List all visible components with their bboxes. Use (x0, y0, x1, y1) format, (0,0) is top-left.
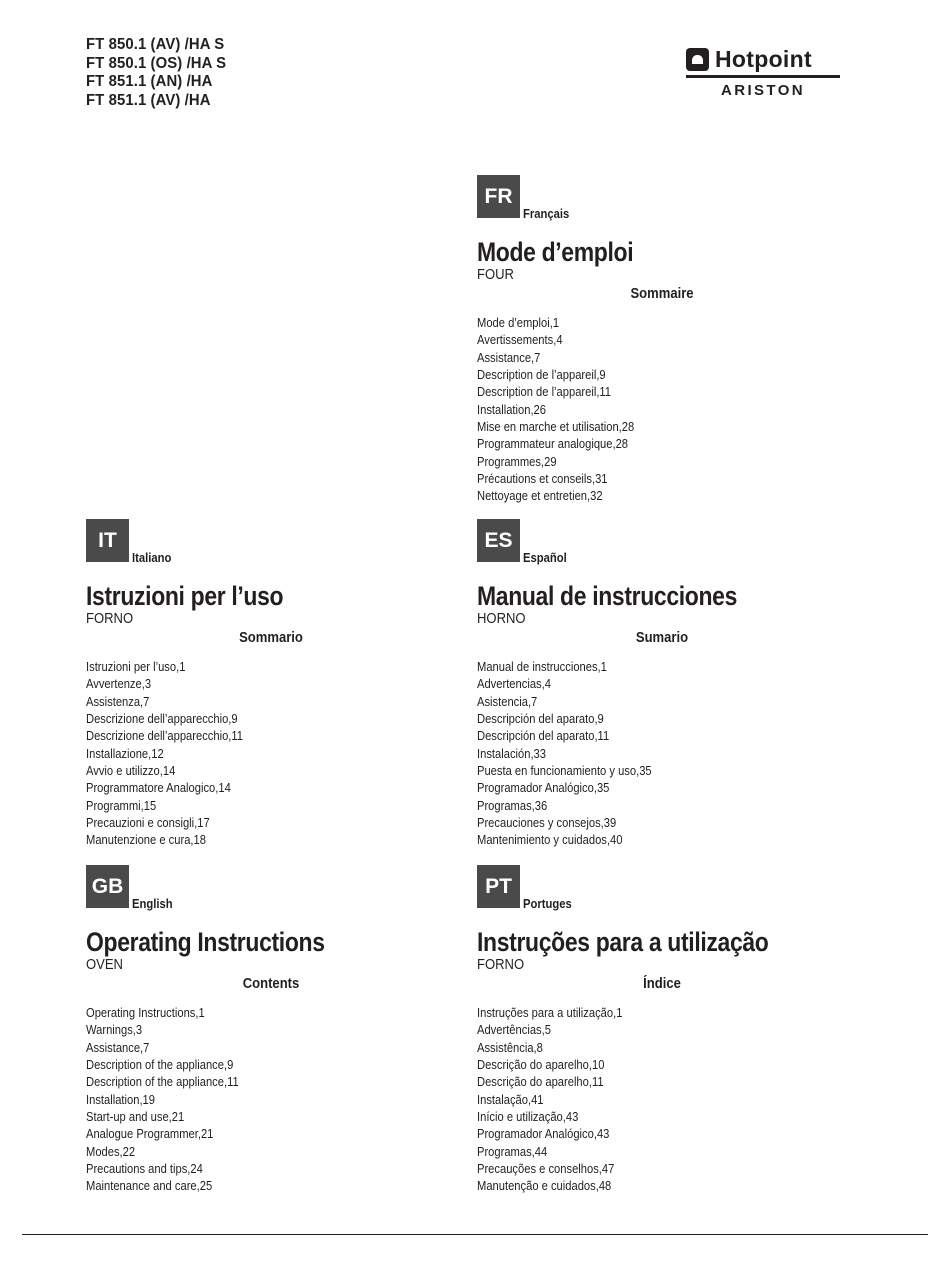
toc-item: Installation,19 (86, 1091, 156, 1107)
section-title: Instruções para a utilização (477, 927, 769, 957)
language-name: Italiano (132, 551, 172, 565)
toc-item: Mode d’emploi,1 (477, 315, 560, 330)
table-of-contents (86, 1004, 456, 1195)
toc-item: Manutenzione e cura,18 (86, 832, 206, 848)
section-pt (477, 864, 847, 1195)
language-badge: FR (477, 175, 520, 218)
section-fr (477, 174, 847, 505)
contents-heading: Índice (643, 976, 681, 992)
section-subtitle: FORNO (86, 611, 134, 627)
logo-sub: ARISTON (720, 82, 806, 99)
toc-item: Installazione,12 (86, 745, 164, 761)
table-of-contents (477, 314, 847, 505)
toc-item: Avvertenze,3 (86, 676, 152, 692)
toc-item: Precauções e conselhos,47 (477, 1161, 615, 1177)
toc-item: Nettoyage et entretien,32 (477, 488, 603, 504)
language-badge: GB (86, 865, 129, 908)
toc-item: Maintenance and care,25 (86, 1178, 213, 1194)
logo-name: Hotpoint (715, 46, 812, 72)
language-name: English (132, 897, 173, 911)
toc-item: Installation,26 (477, 401, 547, 417)
toc-item: Descrizione dell’apparecchio,11 (86, 728, 244, 744)
brand-logo (686, 46, 840, 100)
language-name: Portuges (523, 897, 572, 911)
toc-item: Descripción del aparato,11 (477, 728, 610, 744)
toc-item: Programador Analógico,43 (477, 1126, 610, 1142)
toc-item: Descrição do aparelho,10 (477, 1057, 605, 1073)
toc-item: Advertencias,4 (477, 676, 551, 692)
toc-item: Programas,44 (477, 1143, 548, 1159)
toc-item: Description de l’appareil,11 (477, 384, 612, 400)
toc-item: Puesta en funcionamiento y uso,35 (477, 763, 652, 779)
section-subtitle: FORNO (477, 957, 525, 973)
language-badge: PT (477, 865, 520, 908)
toc-item: Description of the appliance,9 (86, 1057, 234, 1073)
language-name: Français (523, 207, 570, 221)
toc-item: Advertências,5 (477, 1022, 551, 1038)
section-es (477, 518, 847, 849)
toc-item: Instalação,41 (477, 1091, 544, 1107)
model-number: FT 850.1 (AV) /HA S (86, 36, 225, 53)
language-name: Español (523, 551, 567, 565)
section-title: Manual de instrucciones (477, 581, 737, 611)
model-number: FT 851.1 (AN) /HA (86, 73, 213, 90)
toc-item: Programmateur analogique,28 (477, 436, 629, 452)
toc-item: Modes,22 (86, 1143, 136, 1159)
toc-item: Assistance,7 (86, 1039, 150, 1055)
model-list (86, 36, 232, 110)
logo-divider (686, 75, 840, 78)
toc-item: Instalación,33 (477, 745, 547, 761)
language-badge: IT (86, 519, 129, 562)
section-subtitle: OVEN (86, 957, 123, 973)
contents-heading: Contents (242, 976, 300, 992)
language-badge: ES (477, 519, 520, 562)
section-title: Mode d’emploi (477, 237, 634, 267)
section-subtitle: FOUR (477, 267, 514, 283)
toc-item: Mise en marche et utilisation,28 (477, 419, 635, 435)
toc-item: Assistenza,7 (86, 693, 150, 709)
toc-item: Programas,36 (477, 797, 548, 813)
toc-item: Programmatore Analogico,14 (86, 780, 231, 796)
toc-item: Start-up and use,21 (86, 1109, 185, 1125)
section-it (86, 518, 456, 849)
toc-item: Programmes,29 (477, 453, 557, 469)
toc-item: Analogue Programmer,21 (86, 1126, 214, 1142)
section-subtitle: HORNO (477, 611, 526, 627)
toc-item: Précautions et conseils,31 (477, 471, 608, 487)
contents-heading: Sommario (239, 630, 303, 646)
toc-item: Description de l’appareil,9 (477, 367, 606, 383)
toc-item: Precautions and tips,24 (86, 1161, 203, 1177)
toc-item: Precauciones y consejos,39 (477, 815, 617, 831)
toc-item: Precauzioni e consigli,17 (86, 815, 210, 831)
contents-heading: Sumario (635, 630, 689, 646)
toc-item: Assistance,7 (477, 349, 541, 365)
toc-item: Instruções para a utilização,1 (477, 1005, 623, 1020)
toc-item: Operating Instructions,1 (86, 1005, 205, 1020)
toc-item: Início e utilização,43 (477, 1109, 579, 1125)
toc-item: Programmi,15 (86, 797, 157, 813)
contents-heading: Sommaire (630, 286, 694, 302)
toc-item: Assistência,8 (477, 1039, 543, 1055)
toc-item: Programador Analógico,35 (477, 780, 610, 796)
toc-item: Description of the appliance,11 (86, 1074, 239, 1090)
table-of-contents (477, 1004, 847, 1195)
bottom-divider (22, 1234, 928, 1235)
hotpoint-logo-icon (686, 48, 709, 71)
toc-item: Descripción del aparato,9 (477, 711, 604, 727)
toc-item: Manual de instrucciones,1 (477, 659, 607, 674)
toc-item: Asistencia,7 (477, 693, 538, 709)
toc-item: Mantenimiento y cuidados,40 (477, 832, 623, 848)
model-number: FT 851.1 (AV) /HA (86, 91, 211, 109)
section-gb (86, 864, 456, 1195)
section-title: Istruzioni per l’uso (86, 581, 284, 611)
toc-item: Descrizione dell’apparecchio,9 (86, 711, 238, 727)
toc-item: Descrição do aparelho,11 (477, 1074, 604, 1090)
model-number: FT 850.1 (OS) /HA S (86, 54, 227, 72)
section-title: Operating Instructions (86, 927, 325, 957)
toc-item: Manutenção e cuidados,48 (477, 1178, 612, 1194)
table-of-contents (86, 658, 456, 849)
table-of-contents (477, 658, 847, 849)
toc-item: Istruzioni per l’uso,1 (86, 659, 186, 674)
toc-item: Avvio e utilizzo,14 (86, 763, 176, 779)
toc-item: Warnings,3 (86, 1022, 143, 1038)
toc-item: Avertissements,4 (477, 332, 563, 348)
